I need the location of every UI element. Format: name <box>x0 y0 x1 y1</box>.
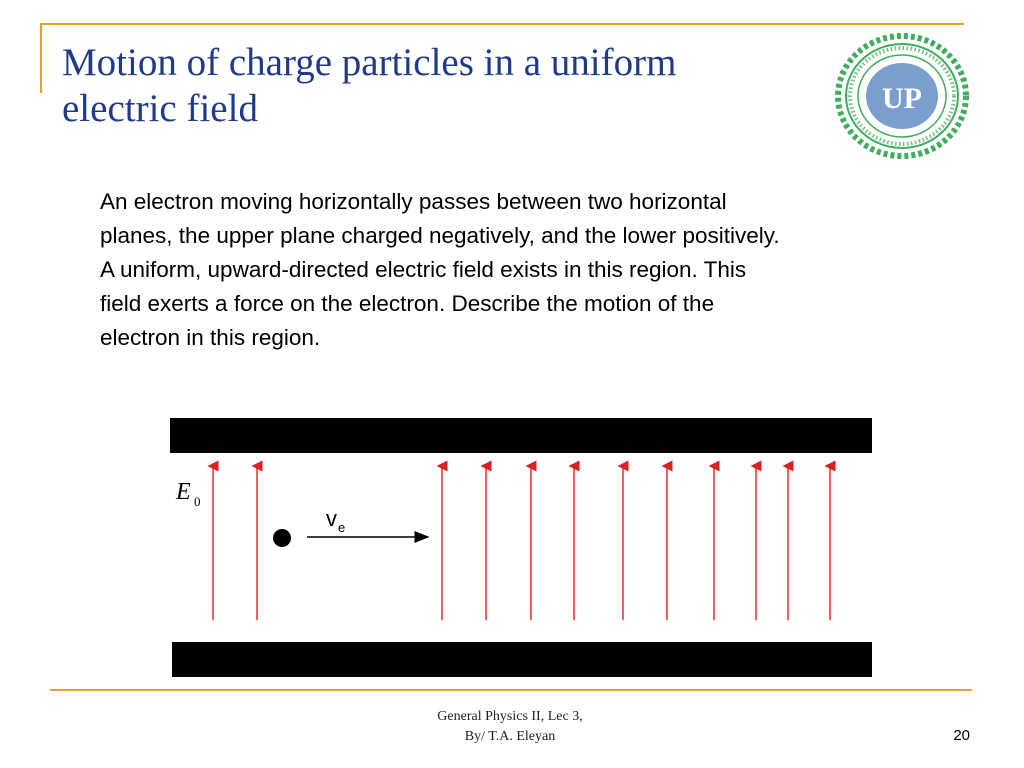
problem-line: A uniform, upward-directed electric field exists in this region. This <box>100 257 747 282</box>
field-label: E <box>176 479 191 505</box>
velocity-label-subscript: e <box>338 520 346 535</box>
problem-line: planes, the upper plane charged negatively, and the lower positively. <box>100 223 780 248</box>
problem-line: electron in this region. <box>100 325 321 350</box>
slide-footer <box>410 707 610 747</box>
slide-title-line: Motion of charge particles in a uniform <box>62 41 677 84</box>
footer-accent-line <box>50 689 972 691</box>
footer-course: General Physics II, Lec 3, <box>437 709 583 724</box>
upper-plate <box>170 418 872 453</box>
logo-initials: UP <box>882 82 922 115</box>
electron <box>273 529 291 547</box>
velocity-label: v <box>326 506 337 531</box>
field-label-subscript: 0 <box>194 494 201 509</box>
problem-line: field exerts a force on the electron. Describe the motion of the <box>100 291 715 316</box>
page-number: 20 <box>953 727 970 744</box>
slide-title-line: electric field <box>62 87 258 130</box>
problem-line: An electron moving horizontally passes between two horizontal <box>100 189 727 214</box>
electric-field-lines <box>213 466 830 620</box>
lower-plate <box>172 642 872 677</box>
footer-author: By/ T.A. Eleyan <box>464 729 556 744</box>
